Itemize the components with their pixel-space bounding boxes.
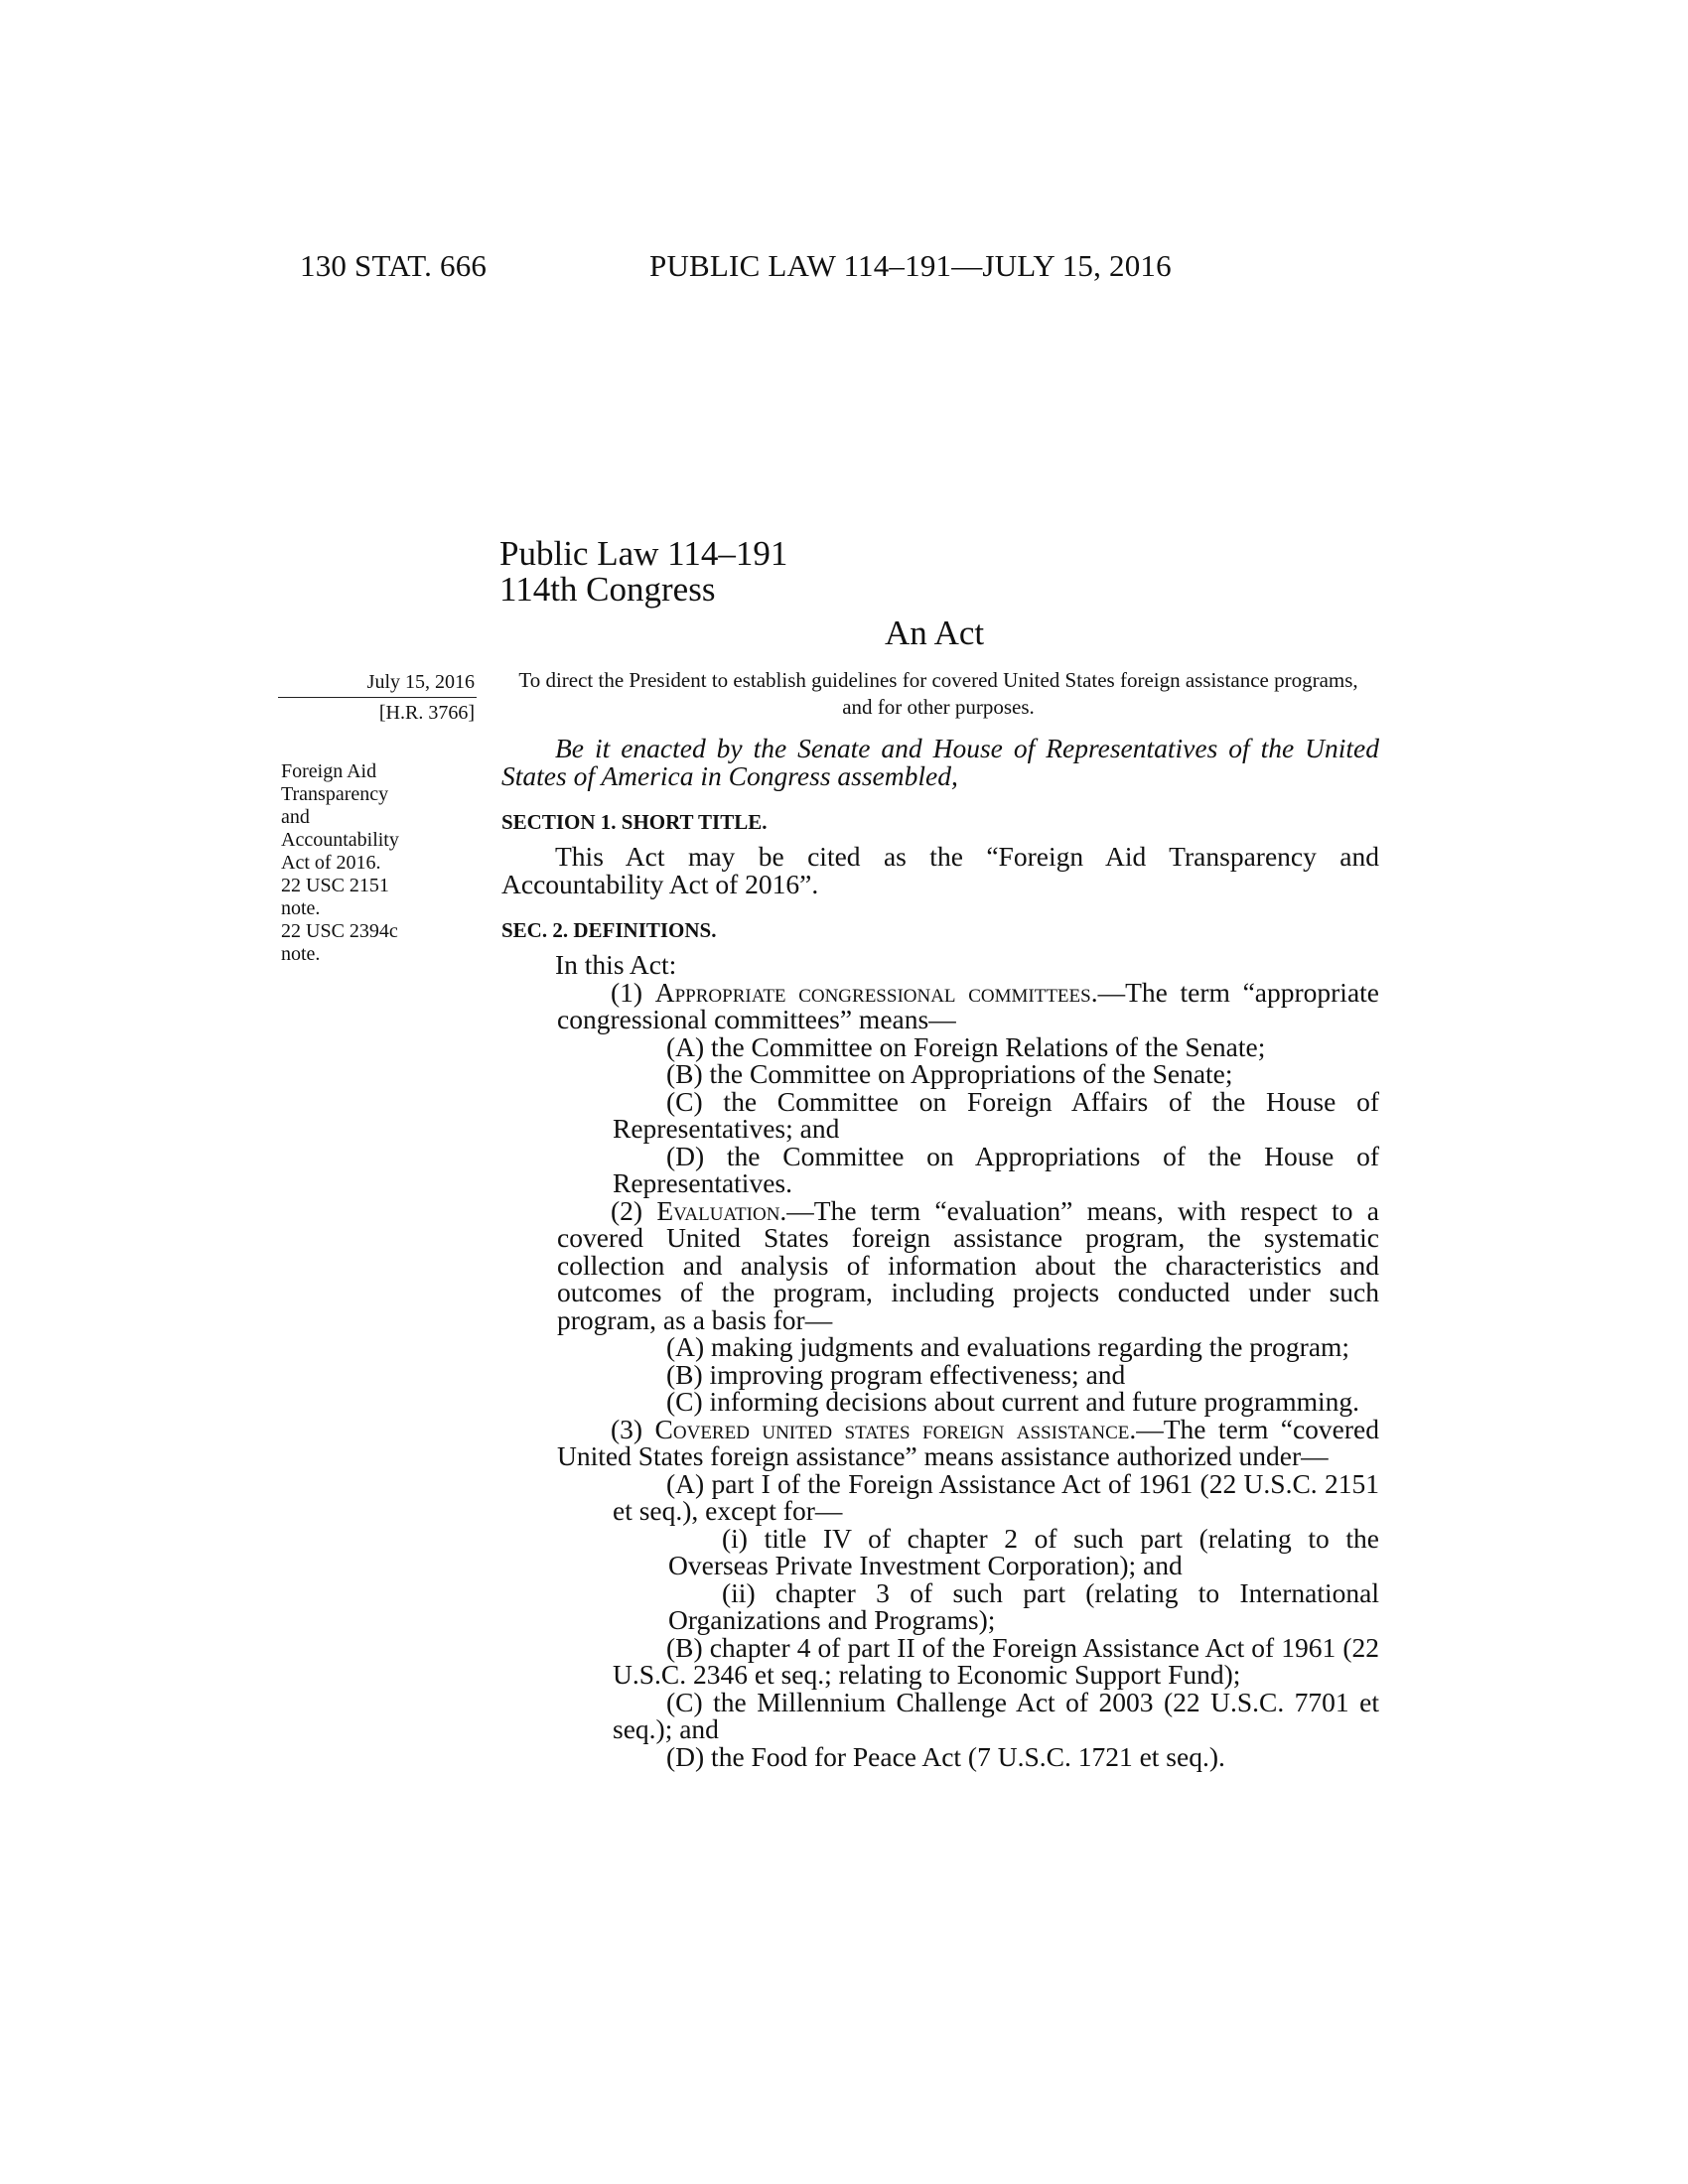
sidenote-line: 22 USC 2151 (281, 875, 389, 896)
definition-text: .—The term “appropriate congressional committees” means— (557, 976, 1379, 1034)
act-heading: An Act (885, 614, 985, 652)
sidenote-line: Accountability (281, 829, 399, 851)
definition-caption: Appropriate congressional committees (654, 976, 1091, 1008)
paragraph-number: (2) (611, 1194, 643, 1226)
definition-paragraph-2 (501, 1194, 1379, 1335)
section-1-text: This Act may be cited as the “Foreign Aid Transparency and Accountability Act of 2016”. (501, 841, 1379, 899)
definition-caption: Covered united states foreign assistance (654, 1413, 1130, 1444)
sidenote-line: and (281, 806, 310, 828)
definition-paragraph-1 (501, 976, 1379, 1034)
sidenote-line: Act of 2016. (281, 852, 381, 874)
definitions-intro: In this Act: (555, 949, 677, 980)
law-title-block (499, 536, 787, 608)
paragraph-number: (3) (611, 1413, 643, 1444)
subparagraph: (A) part I of the Foreign Assistance Act of 1961 (22 U.S.C. 2151 et seq.), except for— (613, 1467, 1379, 1526)
definition-text: .—The term “covered United States foreign assistance” means assistance authorized under— (557, 1413, 1380, 1471)
public-law-number: Public Law 114–191 (499, 534, 788, 573)
sidenote-line: note. (281, 897, 321, 919)
enactment-date: July 15, 2016 (278, 669, 477, 698)
running-head (300, 248, 1233, 288)
subparagraph: (B) chapter 4 of part II of the Foreign Assistance Act of 1961 (22 U.S.C. 2346 et seq.; relating to Economic Support Fund); (613, 1631, 1379, 1690)
enacting-clause: Be it enacted by the Senate and House of Representatives of the United States of America in Congress assembled, (501, 733, 1379, 791)
section-1-heading: SECTION 1. SHORT TITLE. (501, 810, 768, 834)
definition-caption: Evaluation (656, 1194, 780, 1226)
sidenote-line: note. (281, 943, 321, 965)
subparagraph: (A) making judgments and evaluations regarding the program; (666, 1331, 1350, 1362)
bill-number: [H.R. 3766] (378, 702, 475, 724)
clause: (ii) chapter 3 of such part (relating to International Organizations and Programs); (668, 1576, 1379, 1635)
subparagraph: (B) the Committee on Appropriations of the Senate; (666, 1058, 1233, 1089)
congress-number: 114th Congress (499, 570, 716, 609)
sidenote-citations (281, 760, 470, 966)
act-body (501, 735, 1379, 1770)
definition-text: .—The term “evaluation” means, with respect to a covered United States foreign assistance program, the systematic collection and analysis of information about the characteristics and outcomes of the program, including projects conducted under such program, as a basis for— (557, 1194, 1379, 1335)
paragraph-number: (1) (611, 976, 643, 1008)
sidenote-date-block (278, 669, 477, 726)
subparagraph: (A) the Committee on Foreign Relations of the Senate; (666, 1030, 1266, 1062)
running-title: PUBLIC LAW 114–191—JULY 15, 2016 (649, 248, 1172, 283)
subparagraph: (B) improving program effectiveness; and (666, 1358, 1126, 1390)
subparagraph: (D) the Committee on Appropriations of the House of Representatives. (613, 1140, 1379, 1198)
page-reference: 130 STAT. 666 (300, 248, 488, 283)
subparagraph: (D) the Food for Peace Act (7 U.S.C. 1721 et seq.). (666, 1740, 1225, 1772)
sidenote-line: Foreign Aid (281, 760, 377, 782)
subparagraph: (C) the Committee on Foreign Affairs of the House of Representatives; and (613, 1085, 1379, 1144)
subparagraph: (C) informing decisions about current and future programming. (666, 1386, 1360, 1417)
section-2-heading: SEC. 2. DEFINITIONS. (501, 918, 717, 942)
subparagraph: (C) the Millennium Challenge Act of 2003 (22 U.S.C. 7701 et seq.); and (613, 1686, 1379, 1744)
sidenote-line: 22 USC 2394c (281, 920, 398, 942)
sidenote-line: Transparency (281, 783, 389, 805)
definition-paragraph-3 (501, 1413, 1380, 1471)
purpose-statement: To direct the President to establish guidelines for covered United States foreign assistance programs, and for other purposes. (518, 668, 1358, 719)
clause: (i) title IV of chapter 2 of such part (relating to the Overseas Private Investment Corporation); and (668, 1522, 1379, 1580)
